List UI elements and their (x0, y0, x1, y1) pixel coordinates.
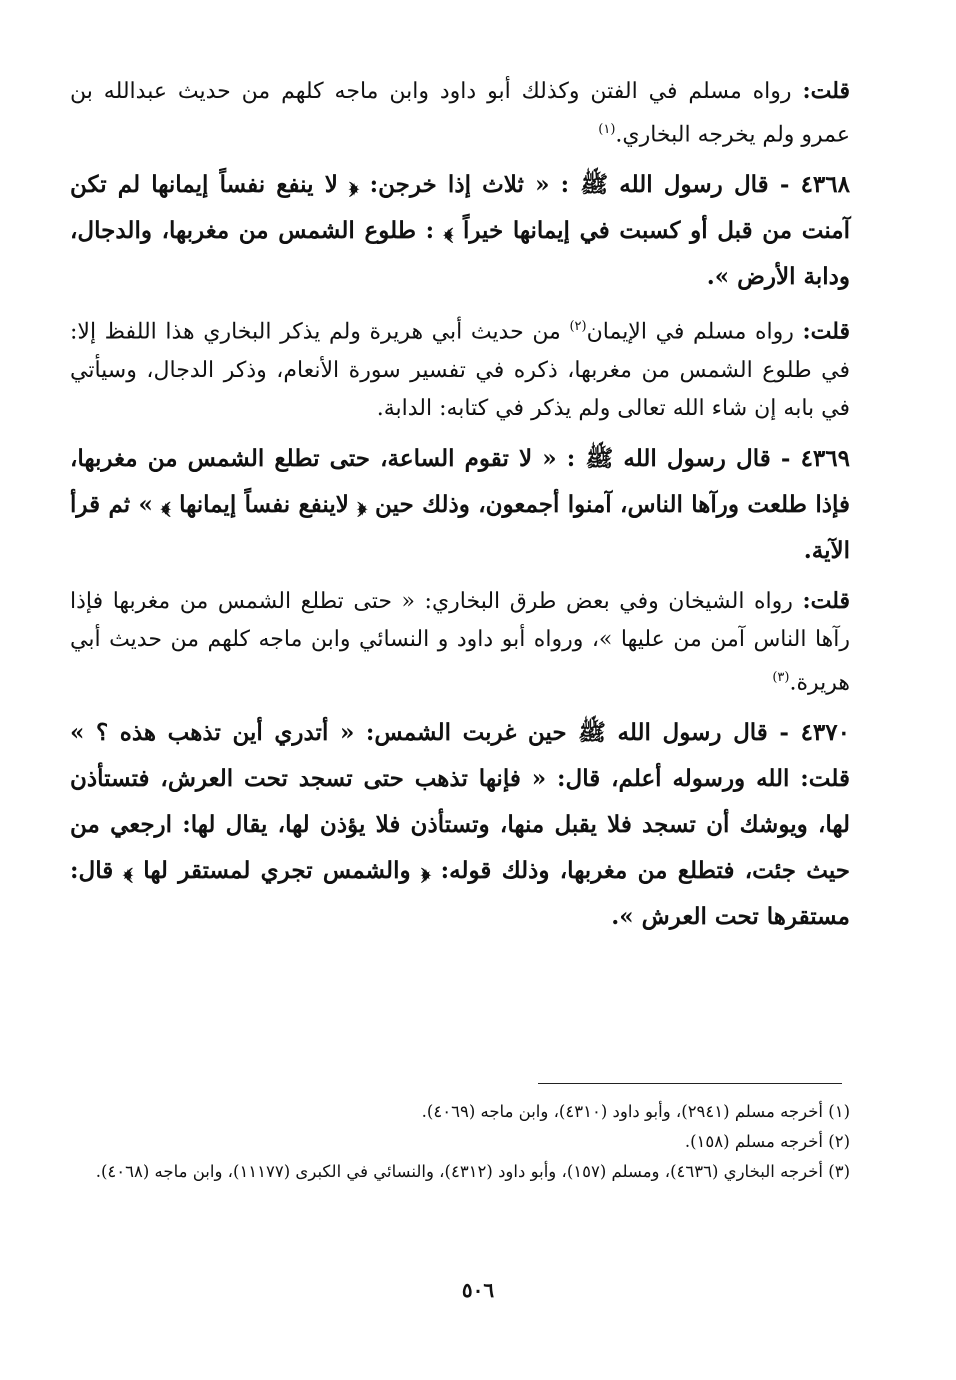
page-body (70, 72, 850, 948)
hadith-4369: ٤٣٦٩ - قال رسول الله ﷺ : « لا تقوم الساعة، حتى تطلع الشمس من مغربها، فإذا طلعت ورآها الناس، آمنوا أجمعون، وذلك حين ﴿ لاينفع نفساً إيمانها ﴾ » ثم قرأ الآية. (70, 444, 850, 564)
footnote-2: (٢) أخرجه مسلم (١٥٨). (684, 1132, 850, 1151)
qult-label: قلت: (802, 587, 851, 614)
paragraph-qult-2 (70, 308, 850, 427)
footnote-separator (538, 1083, 842, 1084)
hadith-4370: ٤٣٧٠ - قال رسول الله ﷺ حين غربت الشمس: « أتدري أين تذهب هذه ؟ » قلت: الله ورسوله أعلم، قال: « فإنها تذهب حتى تسجد تحت العرش، فتستأذن لها، ويوشك أن تسجد فلا يقبل منها، وتستأذن فلا يؤذن لها، يقال لها: ارجعي من حيث جئت، فتطلع من مغربها، وذلك قوله: ﴿ والشمس تجري لمستقر لها ﴾ قال: مستقرها تحت العرش ». (70, 718, 850, 930)
footnote-marker: (٣) (772, 669, 790, 685)
paragraph-text: من حديث أبي هريرة ولم يذكر البخاري هذا اللفظ إلا: في طلوع الشمس من مغربها، ذكره في تفسير سورة الأنعام، وذكر الدجال، وسيأتي في بابه إن شاء الله تعالى ولم يذكر في كتابه: الدابة. (70, 319, 850, 421)
page-number: ٥٠٦ (461, 1278, 495, 1302)
paragraph-qult-3 (70, 582, 850, 702)
footnotes (70, 1097, 850, 1187)
footnote-1: (١) أخرجه مسلم (٢٩٤١)، وأبو داود (٤٣١٠)، وابن ماجه (٤٠٦٩). (421, 1102, 850, 1121)
footnote-marker: (١) (598, 122, 616, 137)
paragraph-text: رواه الشيخان وفي بعض طرق البخاري: « حتى تطلع الشمس من مغربها فإذا رآها الناس آمن من عليها »، ورواه أبو داود و النسائي وابن ماجه كلهم من حديث أبي هريرة. (70, 588, 850, 695)
qult-label: قلت: (802, 78, 850, 104)
footnote-marker: (٢) (569, 319, 587, 335)
paragraph-qult-1 (70, 72, 850, 154)
qult-label: قلت: (802, 318, 850, 345)
footnote-3: (٣) أخرجه البخاري (٤٦٣٦)، ومسلم (١٥٧)، وأبو داود (٤٣١٢)، والنسائي في الكبرى (١١١٧٧)، وابن ماجه (٤٠٦٨). (95, 1162, 850, 1181)
paragraph-text: رواه مسلم في الفتن وكذلك أبو داود وابن ماجه كلهم من حديث عبدالله بن عمرو ولم يخرجه البخاري. (70, 79, 850, 148)
hadith-4368: ٤٣٦٨ - قال رسول الله ﷺ : « ثلاث إذا خرجن: ﴿ لا ينفع نفساً إيمانها لم تكن آمنت من قبل أو كسبت في إيمانها خيراً ﴾ : طلوع الشمس من مغربها، والدجال، ودابة الأرض ». (70, 171, 850, 291)
paragraph-text: رواه مسلم في الإيمان (586, 319, 794, 345)
